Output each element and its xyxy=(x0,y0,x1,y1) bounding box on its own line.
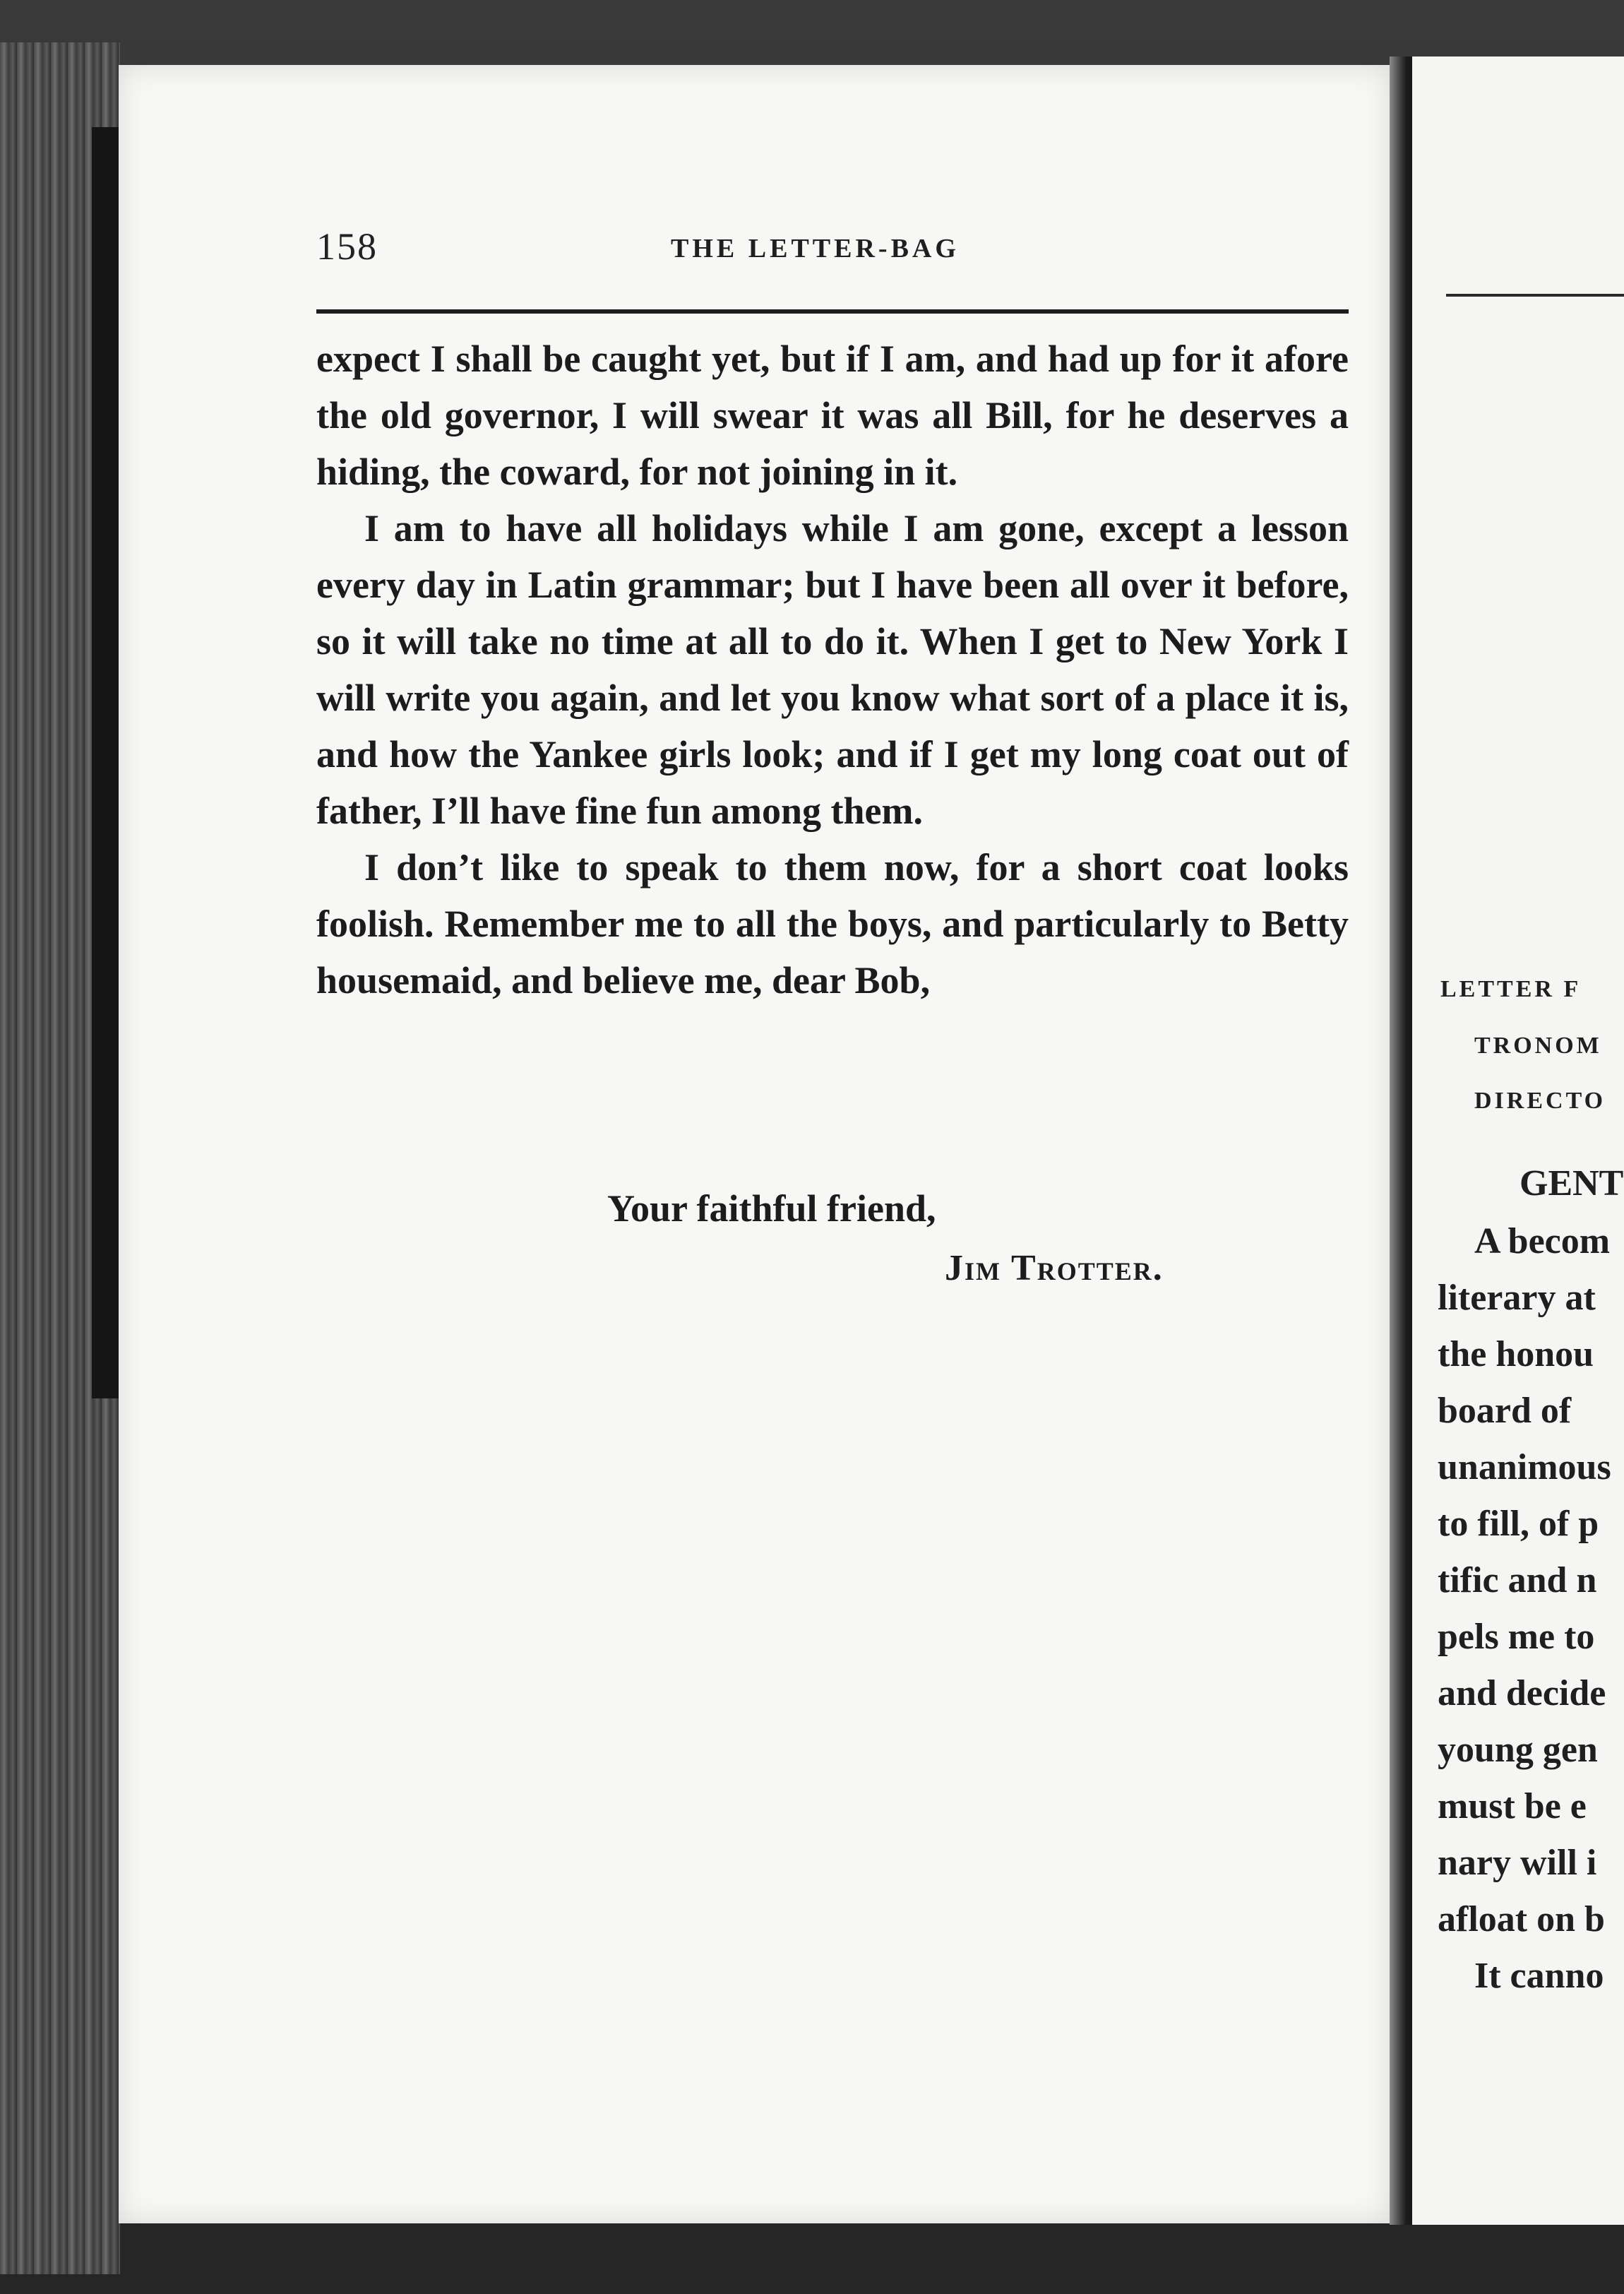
paragraph-1: expect I shall be caught yet, but if I am, and had up for it afore the old governor, I will swear it was all Bill, for he deserves a hiding, the coward, for not joining in it. xyxy=(316,338,1349,493)
paragraph-3: I don’t like to speak to them now, for a short coat looks foolish. Remember me to all the boys, and particularly to Betty housemaid, and believe me, dear Bob, xyxy=(316,846,1349,1002)
letter-body xyxy=(316,331,1349,1009)
paragraph-2: I am to have all holidays while I am gone, except a lesson every day in Latin grammar; but I have been all over it before, so it will take no time at all to do it. When I get to New York I will write you again, and let you know what sort of a place it is, and how the Yankee girls look; and if I get my long coat out of father, I’ll have fine fun among them. xyxy=(316,507,1349,832)
right-line: It canno xyxy=(1474,1956,1604,1996)
right-page xyxy=(1412,57,1624,2225)
right-heading-line-2: TRONOM xyxy=(1474,1033,1602,1059)
letter-closing: Your faithful friend, xyxy=(607,1187,936,1230)
right-line: young gen xyxy=(1438,1730,1598,1770)
running-head xyxy=(316,225,1354,281)
right-line: literary at xyxy=(1438,1278,1596,1318)
page-number: 158 xyxy=(316,225,378,268)
right-line: pels me to xyxy=(1438,1617,1595,1657)
right-line: the honou xyxy=(1438,1334,1594,1374)
right-heading-line-3: DIRECTO xyxy=(1474,1088,1606,1114)
right-line: board of xyxy=(1438,1391,1572,1431)
right-line: tific and n xyxy=(1438,1560,1597,1600)
right-line: to fill, of p xyxy=(1438,1504,1599,1544)
right-page-header-rule xyxy=(1446,294,1624,297)
right-salutation: GENT xyxy=(1519,1163,1624,1204)
right-line: unanimous xyxy=(1438,1447,1611,1487)
right-heading-line-1: LETTER F xyxy=(1440,976,1582,1002)
right-line: A becom xyxy=(1474,1221,1611,1261)
running-head-title: THE LETTER-BAG xyxy=(671,234,960,263)
header-rule xyxy=(316,309,1349,314)
letter-signature: Jim Trotter. xyxy=(945,1248,1164,1288)
right-line: nary will i xyxy=(1438,1843,1597,1883)
binding-shadow xyxy=(92,127,120,1398)
right-line: afloat on b xyxy=(1438,1899,1605,1939)
right-line: must be e xyxy=(1438,1786,1587,1826)
right-line: and decide xyxy=(1438,1673,1606,1713)
